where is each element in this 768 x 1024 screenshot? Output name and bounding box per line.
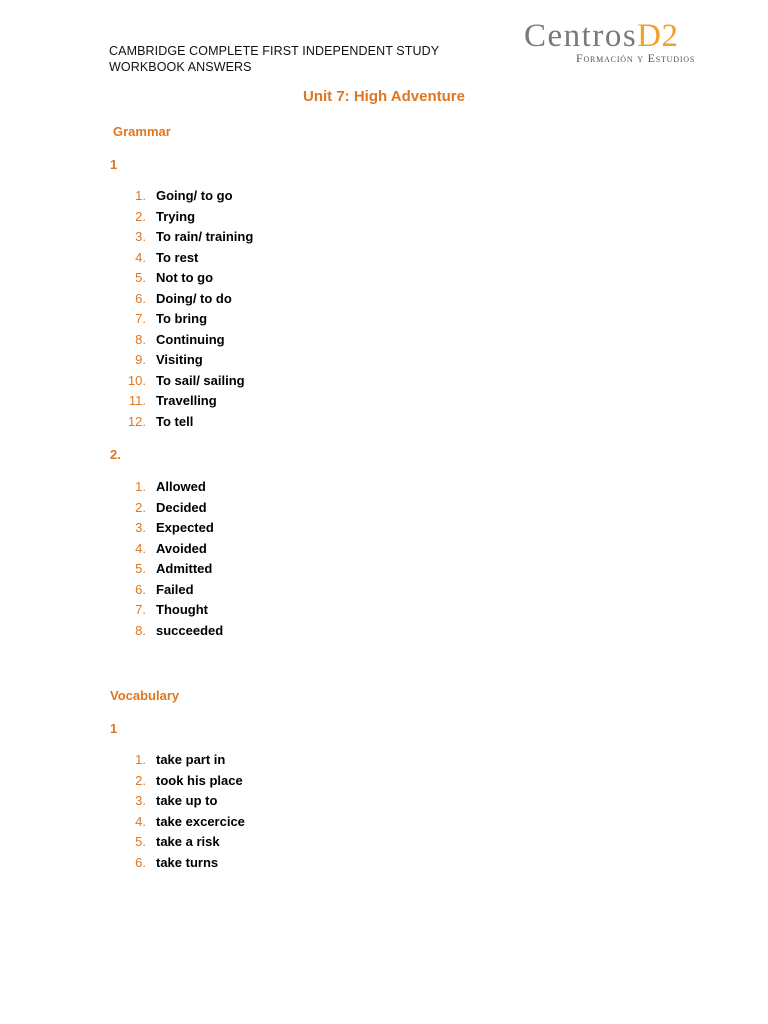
- list-item-answer: Doing/ to do: [156, 290, 232, 306]
- list-item-answer: Admitted: [156, 561, 213, 576]
- list-item-number: 8.: [135, 331, 146, 347]
- vocabulary-exercise-1-list: [120, 750, 245, 873]
- list-item-number: 2.: [135, 499, 146, 515]
- list-item-number: 4.: [135, 249, 146, 265]
- list-item: [120, 350, 253, 371]
- list-item-answer: take turns: [156, 854, 219, 870]
- list-item-answer: Failed: [156, 581, 194, 597]
- list-item: [120, 518, 223, 539]
- list-item-answer: Expected: [156, 520, 214, 535]
- grammar-exercise-1-label: 1: [110, 157, 118, 172]
- list-item-answer: take excercice: [156, 813, 245, 829]
- list-item: [120, 812, 245, 833]
- list-item-answer: Visiting: [156, 352, 203, 367]
- list-item-answer: Trying: [156, 208, 196, 224]
- list-item-answer: To sail/ sailing: [156, 372, 245, 388]
- list-item-number: 3.: [135, 520, 146, 535]
- document-header-line-2: WORKBOOK ANSWERS: [109, 60, 252, 74]
- list-item-answer: Avoided: [156, 540, 207, 556]
- list-item-number: 5.: [135, 834, 146, 849]
- logo-subtitle: Formación y Estudios: [576, 51, 696, 65]
- list-item-number: 6.: [135, 581, 146, 597]
- list-item-number: 1.: [135, 752, 146, 767]
- list-item-answer: To rest: [156, 249, 199, 265]
- list-item-number: 4.: [135, 813, 146, 829]
- list-item: [120, 539, 223, 560]
- list-item-answer: take up to: [156, 793, 218, 808]
- list-item-number: 2.: [135, 772, 146, 788]
- list-item-answer: Allowed: [156, 479, 206, 494]
- list-item: [120, 412, 253, 433]
- list-item-number: 1.: [135, 479, 146, 494]
- list-item: [120, 498, 223, 519]
- list-item: [120, 771, 245, 792]
- list-item-answer: Going/ to go: [156, 188, 233, 203]
- list-item: [120, 600, 223, 621]
- list-item-number: 1.: [135, 188, 146, 203]
- page-title: Unit 7: High Adventure: [303, 88, 465, 105]
- list-item: [120, 289, 253, 310]
- list-item-number: 6.: [135, 854, 146, 870]
- list-item: [120, 791, 245, 812]
- list-item-number: 12.: [127, 413, 146, 429]
- list-item-answer: Decided: [156, 499, 207, 515]
- list-item-number: 5.: [135, 561, 146, 576]
- list-item-number: 10.: [127, 372, 146, 388]
- logo-accent-text: D2: [637, 18, 679, 54]
- list-item-number: 4.: [135, 540, 146, 556]
- list-item-answer: Continuing: [156, 331, 225, 347]
- list-item: [120, 227, 253, 248]
- list-item-number: 3.: [135, 229, 146, 244]
- list-item: [120, 371, 253, 392]
- grammar-exercise-2-list: [120, 477, 223, 641]
- list-item-number: 7.: [135, 311, 146, 326]
- list-item: [120, 750, 245, 771]
- list-item: [120, 559, 223, 580]
- list-item: [120, 580, 223, 601]
- list-item-number: 8.: [135, 622, 146, 638]
- list-item: [120, 248, 253, 269]
- list-item-answer: Thought: [156, 602, 208, 617]
- list-item-number: 11.: [128, 393, 146, 408]
- vocabulary-exercise-1-label: 1: [110, 721, 118, 736]
- list-item-number: 5.: [135, 270, 146, 285]
- document-header-line-1: CAMBRIDGE COMPLETE FIRST INDEPENDENT STUDY: [109, 44, 440, 58]
- list-item-number: 9.: [135, 352, 146, 367]
- list-item: [120, 477, 223, 498]
- list-item-answer: succeeded: [156, 622, 224, 638]
- list-item-answer: To rain/ training: [156, 229, 254, 244]
- vocabulary-heading: Vocabulary: [110, 688, 180, 703]
- list-item: [120, 621, 223, 642]
- list-item: [120, 268, 253, 289]
- list-item: [120, 309, 253, 330]
- list-item-answer: Travelling: [156, 393, 217, 408]
- list-item: [120, 186, 253, 207]
- list-item-answer: Not to go: [156, 270, 214, 285]
- centros-d2-logo: [524, 18, 729, 68]
- grammar-exercise-1-list: [120, 186, 253, 432]
- list-item: [120, 391, 253, 412]
- list-item-number: 2.: [135, 208, 146, 224]
- list-item: [120, 207, 253, 228]
- list-item-answer: take part in: [156, 752, 226, 767]
- grammar-heading: Grammar: [113, 124, 171, 139]
- list-item: [120, 853, 245, 874]
- list-item-number: 3.: [135, 793, 146, 808]
- list-item-answer: took his place: [156, 772, 243, 788]
- list-item-answer: To tell: [156, 413, 194, 429]
- list-item-number: 7.: [135, 602, 146, 617]
- list-item-answer: To bring: [156, 311, 208, 326]
- list-item-answer: take a risk: [156, 834, 220, 849]
- logo-main-text: Centros: [524, 18, 638, 54]
- list-item-number: 6.: [135, 290, 146, 306]
- list-item: [120, 330, 253, 351]
- grammar-exercise-2-label: 2.: [110, 447, 121, 462]
- list-item: [120, 832, 245, 853]
